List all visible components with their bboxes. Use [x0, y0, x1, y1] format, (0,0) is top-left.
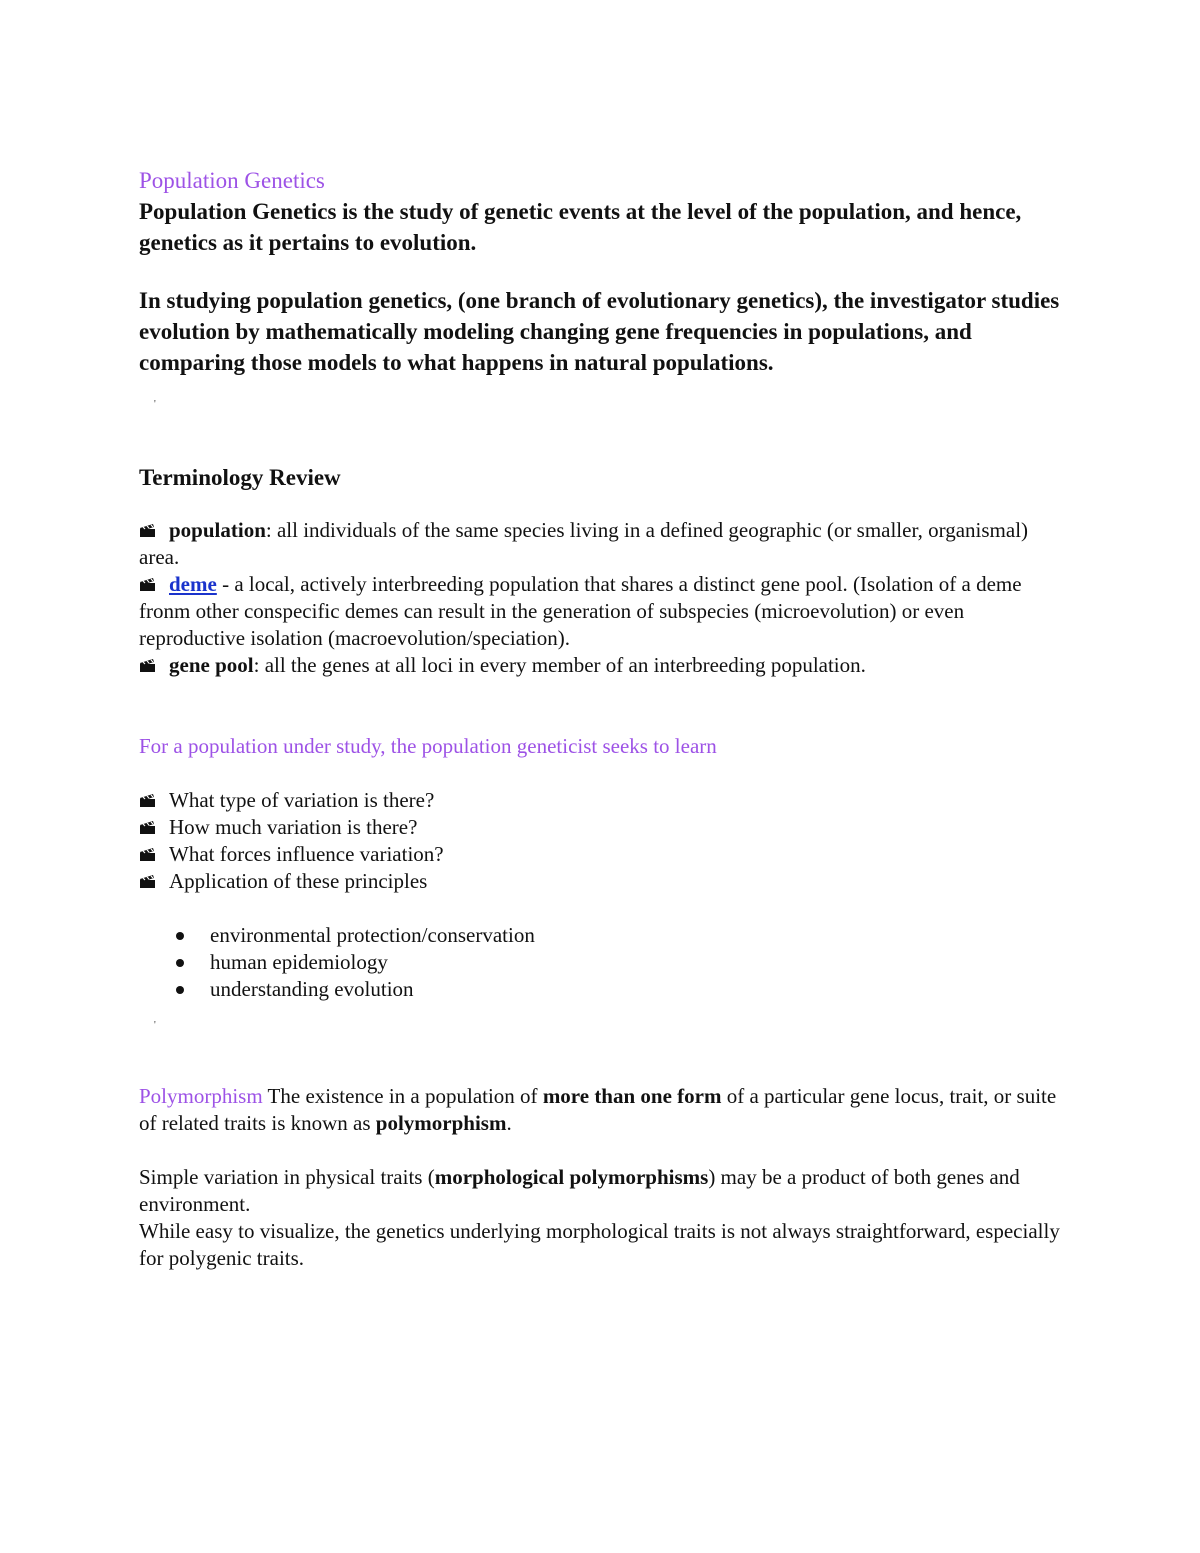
- bold-run: more than one form: [542, 1084, 722, 1108]
- applications-list: [139, 922, 1069, 1003]
- term-label: population: [169, 518, 266, 542]
- term-gene-pool: [139, 652, 1069, 679]
- clapperboard-icon: [139, 869, 156, 884]
- deme-link[interactable]: deme: [169, 572, 217, 596]
- term-definition: a local, actively interbreeding population that shares a distinct gene pool. (Isolation of a deme fronm other conspecific demes can result in the generation of subspecies (microevolution) or even reproductive isolation (macroevolution/speciation).: [139, 572, 1022, 650]
- term-population: [139, 517, 1069, 571]
- clapperboard-icon: [139, 653, 156, 668]
- list-item: [139, 814, 1069, 841]
- text-run: The existence in a population of: [262, 1084, 543, 1108]
- intro-2-term: evolutionary genetics: [606, 288, 815, 313]
- question-text: Application of these principles: [169, 869, 428, 893]
- list-item: understanding evolution: [173, 976, 1069, 1003]
- polymorphism-paragraph: [139, 1083, 1069, 1137]
- visualize-paragraph: While easy to visualize, the genetics underlying morphological traits is not always straightforward, especially for polygenic traits.: [139, 1219, 1060, 1270]
- question-text: What forces influence variation?: [169, 842, 444, 866]
- question-text: How much variation is there?: [169, 815, 418, 839]
- term-sep: :: [265, 518, 277, 542]
- intro-2c: ), the investigator studies evolution by mathematically modeling changing gene frequencies in populations, and comparing those models to what happens in natural populations.: [139, 288, 1060, 375]
- document-page: [139, 166, 1069, 1272]
- clapperboard-icon: [139, 788, 156, 803]
- list-item: [139, 841, 1069, 868]
- questions-list: [139, 787, 1069, 895]
- terminology-heading: Terminology Review: [139, 465, 341, 490]
- stray-mark: ': [154, 1020, 156, 1031]
- term-deme: [139, 571, 1069, 652]
- page-title: Population Genetics: [139, 168, 325, 193]
- text-run: .: [506, 1111, 512, 1135]
- polymorphism-label: Polymorphism: [139, 1084, 263, 1108]
- term-sep: :: [253, 653, 265, 677]
- clapperboard-icon: [139, 815, 156, 830]
- intro-term: Population Genetics: [139, 199, 337, 224]
- term-label: gene pool: [169, 653, 254, 677]
- intro-paragraph-1: [139, 196, 1069, 258]
- list-item: environmental protection/conservation: [173, 922, 1069, 949]
- bold-run: polymorphism: [375, 1111, 507, 1135]
- list-item: human epidemiology: [173, 949, 1069, 976]
- text-run: Simple variation in physical traits (: [139, 1165, 435, 1189]
- list-item: [139, 868, 1069, 895]
- term-sep: -: [216, 572, 235, 596]
- term-definition: all the genes at all loci in every member of an interbreeding population.: [264, 653, 866, 677]
- morphology-paragraph: [139, 1164, 1069, 1218]
- clapperboard-icon: [139, 572, 156, 587]
- question-text: What type of variation is there?: [169, 788, 435, 812]
- intro-paragraph-2: [139, 285, 1069, 378]
- stray-mark: ': [154, 399, 156, 410]
- clapperboard-icon: [139, 518, 156, 533]
- bold-run: morphological polymorphisms: [434, 1165, 709, 1189]
- text-run: ) may be a product of both genes and environment.: [139, 1165, 1020, 1216]
- intro-2a: In studying population genetics, (one branch of: [139, 288, 607, 313]
- list-item: [139, 787, 1069, 814]
- text-run: of a particular gene locus, trait, or suite of related traits is known as: [139, 1084, 1057, 1135]
- term-definition: all individuals of the same species living in a defined geographic (or smaller, organismal) area.: [139, 518, 1029, 569]
- clapperboard-icon: [139, 842, 156, 857]
- study-heading: For a population under study, the population geneticist seeks to learn: [139, 734, 717, 758]
- intro-text: is the study of genetic events at the level of the population, and hence, genetics as it pertains to evolution.: [139, 199, 1022, 255]
